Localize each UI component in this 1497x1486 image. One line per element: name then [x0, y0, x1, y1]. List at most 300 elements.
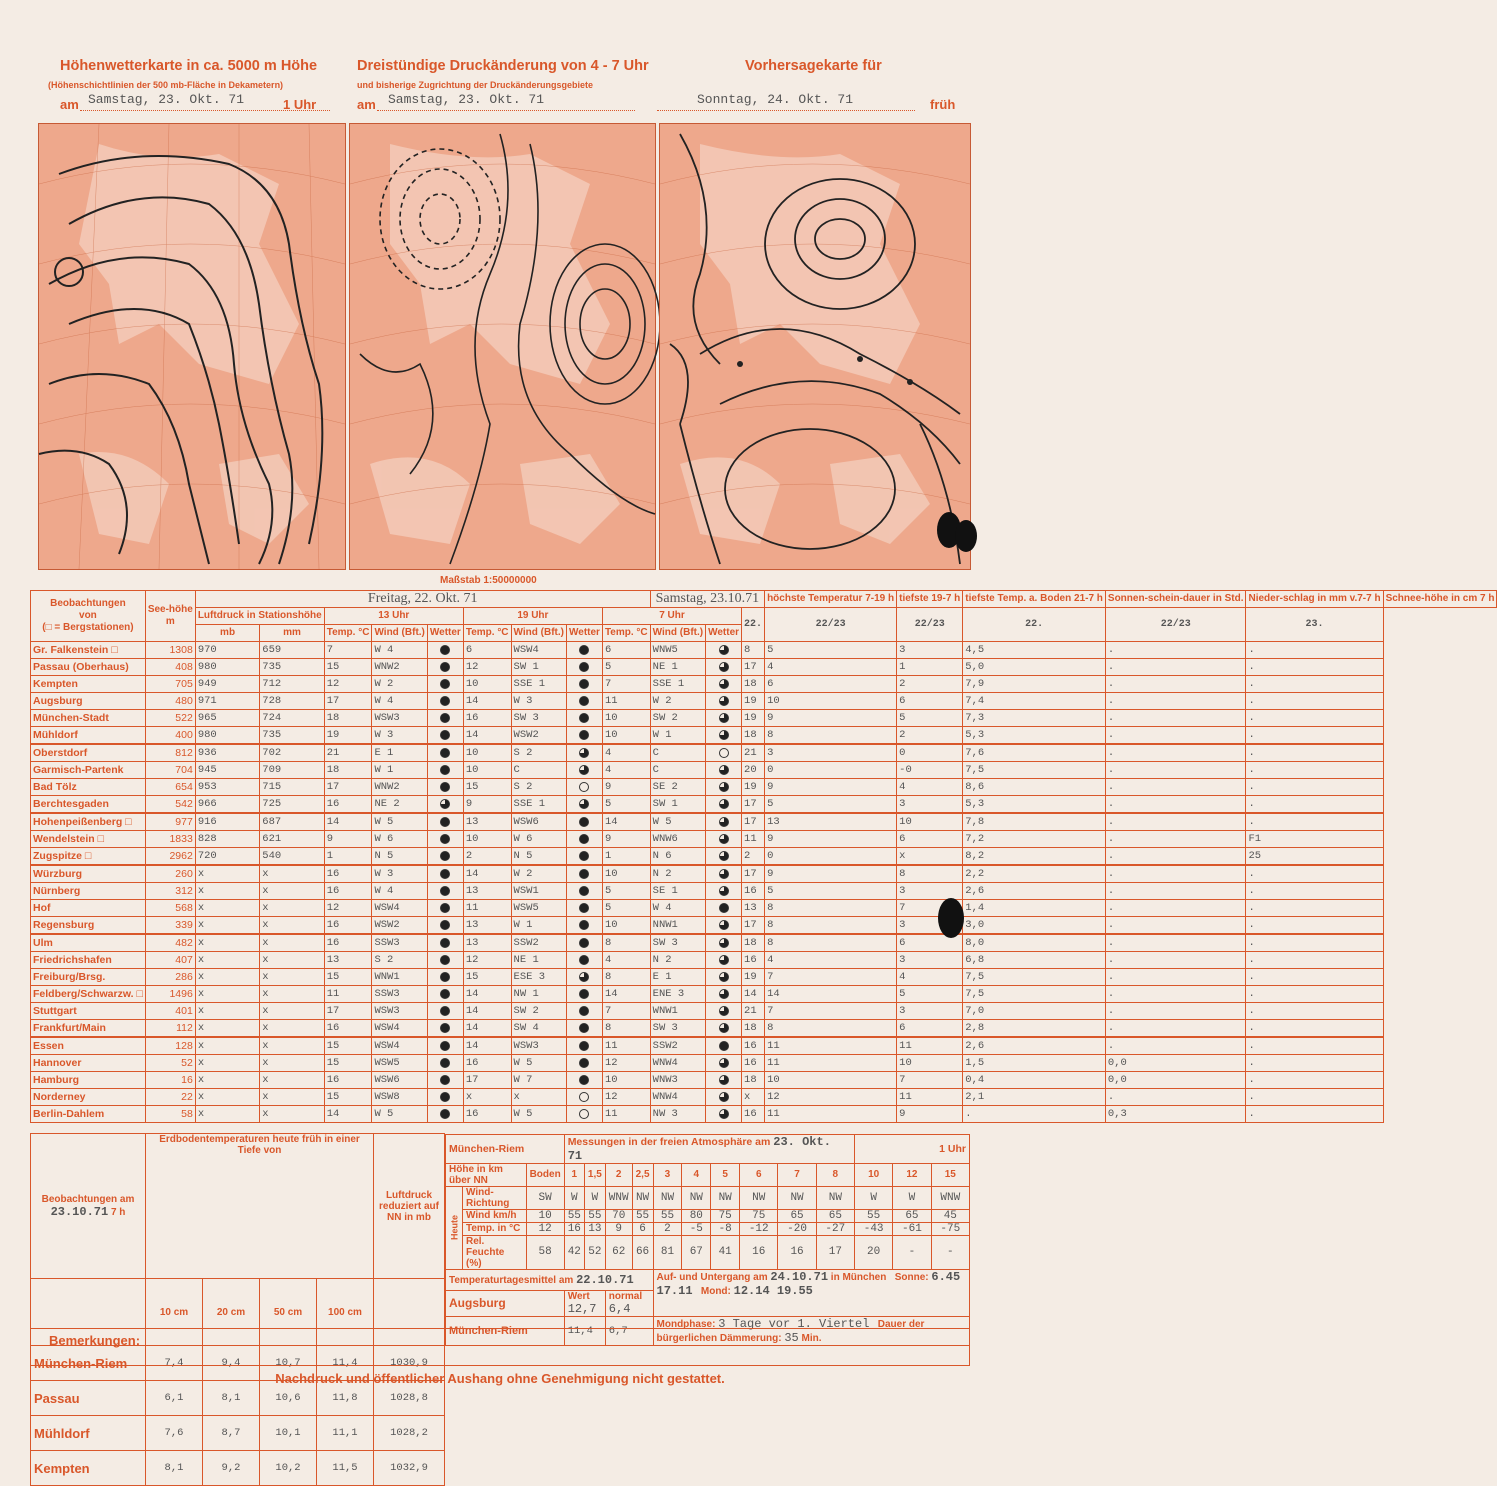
station-height: 58: [145, 1106, 195, 1123]
weather-7: [706, 744, 742, 762]
wind-13: WNW2: [372, 659, 427, 676]
ground-temp: 2: [897, 676, 963, 693]
station-height: 977: [145, 813, 195, 831]
weather-symbol-icon: [440, 817, 450, 827]
height-km: 2,5: [632, 1163, 653, 1186]
snow: .: [1246, 813, 1383, 831]
soil-row: [31, 1416, 971, 1451]
sunshine: 7,4: [963, 693, 1106, 710]
min-temp: 10: [765, 693, 897, 710]
wind-19: W 3: [511, 693, 566, 710]
weather-symbol-icon: [440, 1092, 450, 1102]
temperature-row: [446, 1222, 970, 1235]
wind-7: NNW1: [650, 917, 705, 935]
obs-day1-header: Freitag, 22. Okt. 71: [195, 591, 650, 608]
wetter2-header: Wetter: [567, 625, 603, 642]
temp-value: -12: [740, 1222, 778, 1235]
soil-temp: 10,6: [260, 1381, 317, 1416]
riem-wert: 11,4: [564, 1316, 605, 1345]
temp-13: 16: [324, 1020, 372, 1038]
station-name: Hannover: [31, 1055, 146, 1072]
station-height: 401: [145, 1003, 195, 1020]
precip: .: [1105, 1020, 1246, 1038]
weather-19: [567, 710, 603, 727]
station-height: 704: [145, 762, 195, 779]
pressure-mm: x: [260, 1020, 324, 1038]
pressure-mm: x: [260, 934, 324, 952]
weather-symbol-icon: [719, 645, 729, 655]
temp-value: 16: [564, 1222, 584, 1235]
pressure-mb: x: [195, 952, 259, 969]
wind-13: SSW3: [372, 986, 427, 1003]
snow: .: [1246, 917, 1383, 935]
temp-value: -27: [816, 1222, 854, 1235]
ground-temp: -0: [897, 762, 963, 779]
soil-temp: 11,8: [317, 1381, 374, 1416]
max-temp: 20: [742, 762, 765, 779]
min-temp: 5: [765, 642, 897, 659]
pressure-mb: x: [195, 1003, 259, 1020]
temp-13: 16: [324, 1072, 372, 1089]
max-temp: 21: [742, 744, 765, 762]
ground-temp: 3: [897, 952, 963, 969]
min-temp: 4: [765, 952, 897, 969]
pressure-mb: x: [195, 934, 259, 952]
ground-temp: 0: [897, 744, 963, 762]
station-row: [31, 1072, 1497, 1089]
weather-symbol-icon: [719, 730, 729, 740]
snow: .: [1246, 883, 1383, 900]
sunshine: 7,5: [963, 762, 1106, 779]
weather-7: [706, 1020, 742, 1038]
wind-dir-value: NW: [653, 1186, 682, 1209]
wind-7: W 2: [650, 693, 705, 710]
weather-symbol-icon: [719, 696, 729, 706]
weather-7: [706, 762, 742, 779]
observation-table: [30, 590, 1497, 1123]
humidity-row: [446, 1235, 970, 1269]
min-temp: 9: [765, 710, 897, 727]
obs-schnee-header: Schnee-höhe in cm 7 h: [1383, 591, 1497, 608]
station-row: [31, 917, 1497, 935]
pressure-mb: 971: [195, 693, 259, 710]
wind-19: NW 1: [511, 986, 566, 1003]
weather-symbol-icon: [719, 920, 729, 930]
temp-13: 16: [324, 934, 372, 952]
temp-19: 14: [463, 865, 511, 883]
min-temp: 11: [765, 1106, 897, 1123]
humidity-value: 66: [632, 1235, 653, 1269]
precip: .: [1105, 831, 1246, 848]
weather-13: [427, 969, 463, 986]
max-temp: 14: [742, 986, 765, 1003]
max-temp: 18: [742, 934, 765, 952]
height-km: Boden: [526, 1163, 564, 1186]
temp-19: 16: [463, 1055, 511, 1072]
wind-7: WNW4: [650, 1089, 705, 1106]
min-date: 22/23: [765, 608, 897, 642]
temp-13: 21: [324, 744, 372, 762]
temp-13: 17: [324, 779, 372, 796]
sonne-date: 22.: [963, 608, 1106, 642]
wind-13: W 5: [372, 813, 427, 831]
temp-value: 13: [584, 1222, 605, 1235]
weather-symbol-icon: [440, 645, 450, 655]
weather-symbol-icon: [440, 972, 450, 982]
wind-dir-label: Wind-Richtung: [463, 1186, 527, 1209]
min-temp: 0: [765, 848, 897, 866]
station-row: [31, 848, 1497, 866]
station-row: [31, 813, 1497, 831]
weather-13: [427, 813, 463, 831]
humidity-value: 81: [653, 1235, 682, 1269]
ground-temp: 3: [897, 1003, 963, 1020]
weather-13: [427, 693, 463, 710]
weather-19: [567, 934, 603, 952]
precip: .: [1105, 676, 1246, 693]
weather-13: [427, 952, 463, 969]
max-temp: 8: [742, 642, 765, 659]
weather-symbol-icon: [579, 748, 589, 758]
temp-13: 15: [324, 1037, 372, 1055]
forecast-isobars: [660, 124, 970, 569]
temp-7: 5: [602, 900, 650, 917]
station-name: Augsburg: [31, 693, 146, 710]
weather-13: [427, 642, 463, 659]
temp-19: 16: [463, 710, 511, 727]
ground-temp: 6: [897, 831, 963, 848]
wind-13: W 4: [372, 642, 427, 659]
max-temp: 13: [742, 900, 765, 917]
wind-13: W 5: [372, 1106, 427, 1123]
station-height: 407: [145, 952, 195, 969]
temp-19: 10: [463, 744, 511, 762]
weather-7: [706, 779, 742, 796]
wind-speed-value: 45: [931, 1209, 969, 1222]
temp-13: 14: [324, 813, 372, 831]
mm-header: mm: [260, 625, 324, 642]
pressure-mb: 945: [195, 762, 259, 779]
min-temp: 3: [765, 744, 897, 762]
station-height: 16: [145, 1072, 195, 1089]
station-height: 705: [145, 676, 195, 693]
temp-13: 17: [324, 693, 372, 710]
pressure-mm: x: [260, 986, 324, 1003]
station-row: [31, 883, 1497, 900]
min-temp: 5: [765, 883, 897, 900]
temp-7: 5: [602, 796, 650, 814]
soil-temp: 9,4: [203, 1346, 260, 1381]
temp-13: 12: [324, 676, 372, 693]
weather-symbol-icon: [579, 1006, 589, 1016]
ground-temp: 3: [897, 796, 963, 814]
map2-title: Dreistündige Druckänderung von 4 - 7 Uhr: [357, 58, 649, 74]
temp-13: 16: [324, 883, 372, 900]
weather-13: [427, 1072, 463, 1089]
temp-7: 4: [602, 744, 650, 762]
ground-temp: 4: [897, 779, 963, 796]
pressure-mb: x: [195, 1106, 259, 1123]
weather-symbol-icon: [719, 886, 729, 896]
pressure-mb: 965: [195, 710, 259, 727]
precip: .: [1105, 1003, 1246, 1020]
station-name: Hof: [31, 900, 146, 917]
temp-value: 2: [653, 1222, 682, 1235]
tagesmittel-label: Temperaturtagesmittel am 22.10.71: [446, 1269, 654, 1290]
humidity-value: -: [893, 1235, 931, 1269]
temp-7: 12: [602, 1089, 650, 1106]
weather-symbol-icon: [579, 851, 589, 861]
precip: .: [1105, 1089, 1246, 1106]
wind-dir-value: NW: [711, 1186, 740, 1209]
wetter3-header: Wetter: [706, 625, 742, 642]
ground-temp: 5: [897, 710, 963, 727]
temp-19: 14: [463, 1037, 511, 1055]
pressure-mb: 966: [195, 796, 259, 814]
soil-station: Mühldorf: [31, 1416, 146, 1451]
wind-7: W 1: [650, 727, 705, 745]
weather-7: [706, 917, 742, 935]
min-temp: 8: [765, 1020, 897, 1038]
remarks-label: Bemerkungen:: [49, 1333, 141, 1348]
temp-13: 19: [324, 727, 372, 745]
weather-7: [706, 659, 742, 676]
atmosphere-panel: [445, 1134, 971, 1346]
sunshine: 6,8: [963, 952, 1106, 969]
pressure-mb: 953: [195, 779, 259, 796]
min-temp: 8: [765, 934, 897, 952]
weather-symbol-icon: [579, 938, 589, 948]
sunshine: 1,5: [963, 1055, 1106, 1072]
weather-symbol-icon: [440, 938, 450, 948]
weather-7: [706, 952, 742, 969]
weather-symbol-icon: [440, 1041, 450, 1051]
weather-symbol-icon: [579, 782, 589, 792]
min-temp: 14: [765, 986, 897, 1003]
weather-7: [706, 969, 742, 986]
wind-13: W 6: [372, 831, 427, 848]
station-name: Essen: [31, 1037, 146, 1055]
wind-speed-label: Wind km/h: [463, 1209, 527, 1222]
weather-symbol-icon: [579, 730, 589, 740]
station-row: [31, 796, 1497, 814]
sunshine: 2,8: [963, 1020, 1106, 1038]
weather-19: [567, 969, 603, 986]
precip: .: [1105, 642, 1246, 659]
precip: .: [1105, 917, 1246, 935]
temp-19: 16: [463, 1106, 511, 1123]
punch-hole-middle: [938, 898, 964, 938]
weather-13: [427, 917, 463, 935]
weather-symbol-icon: [440, 1058, 450, 1068]
sunshine: 8,0: [963, 934, 1106, 952]
temp-13: 11: [324, 986, 372, 1003]
soil-temp: 10,1: [260, 1416, 317, 1451]
wind-dir-value: SW: [526, 1186, 564, 1209]
soil-temp: 7,4: [146, 1346, 203, 1381]
humidity-value: 17: [816, 1235, 854, 1269]
station-row: [31, 779, 1497, 796]
pressure-mm: 724: [260, 710, 324, 727]
station-name: Würzburg: [31, 865, 146, 883]
weather-symbol-icon: [719, 1041, 729, 1051]
wind1-header: Wind (Bft.): [372, 625, 427, 642]
station-name: Ulm: [31, 934, 146, 952]
weather-symbol-icon: [719, 799, 729, 809]
min-temp: 11: [765, 1055, 897, 1072]
wind-19: W 5: [511, 1055, 566, 1072]
station-name: München-Stadt: [31, 710, 146, 727]
weather-symbol-icon: [719, 851, 729, 861]
wind-dir-value: W: [854, 1186, 892, 1209]
weather-19: [567, 744, 603, 762]
wind-13: W 1: [372, 762, 427, 779]
sunshine: 2,2: [963, 865, 1106, 883]
weather-13: [427, 1020, 463, 1038]
snow: .: [1246, 934, 1383, 952]
temp-7: 10: [602, 727, 650, 745]
station-row: [31, 831, 1497, 848]
ground-temp: 11: [897, 1037, 963, 1055]
weather-13: [427, 934, 463, 952]
weather-13: [427, 796, 463, 814]
min-temp: 11: [765, 1037, 897, 1055]
weather-13: [427, 865, 463, 883]
ground-temp: 3: [897, 883, 963, 900]
wind-19: W 5: [511, 1106, 566, 1123]
station-name: Berchtesgaden: [31, 796, 146, 814]
temp-19: 14: [463, 1020, 511, 1038]
temp-13: 18: [324, 710, 372, 727]
temp-7: 14: [602, 986, 650, 1003]
bottom-table: [30, 1133, 970, 1486]
temp-13: 16: [324, 865, 372, 883]
nn-pressure-header: Luftdruck reduziert auf NN in mb: [374, 1134, 445, 1279]
weather-7: [706, 796, 742, 814]
hoehe-label: Höhe in km über NN: [446, 1163, 527, 1186]
wind-13: WSW4: [372, 900, 427, 917]
snow: .: [1246, 1003, 1383, 1020]
obs-boden-header: tiefste Temp. a. Boden 21-7 h: [963, 591, 1106, 608]
temp-label: Temp. in °C: [463, 1222, 527, 1235]
weather-symbol-icon: [440, 730, 450, 740]
soil-temp: 7,6: [146, 1416, 203, 1451]
precip: .: [1105, 952, 1246, 969]
weather-7: [706, 883, 742, 900]
station-height: 812: [145, 744, 195, 762]
humidity-value: 42: [564, 1235, 584, 1269]
pressure-mb: 916: [195, 813, 259, 831]
soil-temp: 10,7: [260, 1346, 317, 1381]
humidity-value: 67: [682, 1235, 711, 1269]
pressure-mb: x: [195, 917, 259, 935]
weather-symbol-icon: [719, 938, 729, 948]
weather-symbol-icon: [440, 1109, 450, 1119]
station-row: [31, 1003, 1497, 1020]
weather-symbol-icon: [579, 1023, 589, 1033]
min-temp: 5: [765, 796, 897, 814]
station-height: 1496: [145, 986, 195, 1003]
weather-19: [567, 642, 603, 659]
temp-7: 8: [602, 934, 650, 952]
weather-19: [567, 952, 603, 969]
weather-symbol-icon: [579, 713, 589, 723]
snow: .: [1246, 1072, 1383, 1089]
pressure-change-map: [349, 123, 656, 570]
pressure-mm: x: [260, 952, 324, 969]
weather-19: [567, 1020, 603, 1038]
weather-symbol-icon: [719, 989, 729, 999]
pressure-mm: x: [260, 1106, 324, 1123]
weather-19: [567, 831, 603, 848]
nn-pressure: 1030,9: [374, 1346, 445, 1381]
station-height: 522: [145, 710, 195, 727]
station-row: [31, 727, 1497, 745]
ground-temp: 9: [897, 1106, 963, 1123]
precip: 0,0: [1105, 1055, 1246, 1072]
temp-7: 9: [602, 831, 650, 848]
wind-7: SW 1: [650, 796, 705, 814]
weather-symbol-icon: [440, 782, 450, 792]
height-km: 1: [564, 1163, 584, 1186]
station-row: [31, 762, 1497, 779]
h7-header: 7 Uhr: [602, 608, 741, 625]
temp-19: 13: [463, 883, 511, 900]
wind-13: WSW3: [372, 710, 427, 727]
temp-7: 10: [602, 710, 650, 727]
pressure-mm: 725: [260, 796, 324, 814]
snow: .: [1246, 779, 1383, 796]
precip: .: [1105, 865, 1246, 883]
min-temp: 4: [765, 659, 897, 676]
wind-19: WSW3: [511, 1037, 566, 1055]
wind-speed-value: 55: [632, 1209, 653, 1222]
nn-pressure: 1032,9: [374, 1451, 445, 1486]
pressure-mb: 980: [195, 659, 259, 676]
temp-19: 12: [463, 659, 511, 676]
weather-7: [706, 848, 742, 866]
station-row: [31, 744, 1497, 762]
temp-value: 12: [526, 1222, 564, 1235]
station-height: 286: [145, 969, 195, 986]
wind-dir-value: W: [893, 1186, 931, 1209]
max-temp: 18: [742, 1020, 765, 1038]
weather-19: [567, 676, 603, 693]
weather-symbol-icon: [579, 972, 589, 982]
weather-7: [706, 710, 742, 727]
wind-7: WNW3: [650, 1072, 705, 1089]
precip: .: [1105, 848, 1246, 866]
pressure-mm: 735: [260, 727, 324, 745]
weather-19: [567, 1003, 603, 1020]
weather-13: [427, 659, 463, 676]
temp-19: 14: [463, 693, 511, 710]
sunshine: 2,6: [963, 883, 1106, 900]
wind-19: SW 3: [511, 710, 566, 727]
temp-19: 14: [463, 986, 511, 1003]
temp-13: 15: [324, 1055, 372, 1072]
weather-7: [706, 1089, 742, 1106]
snow: .: [1246, 727, 1383, 745]
temp-value: -8: [711, 1222, 740, 1235]
sunshine: 7,5: [963, 986, 1106, 1003]
weather-symbol-icon: [719, 662, 729, 672]
weather-7: [706, 813, 742, 831]
weather-19: [567, 883, 603, 900]
station-name: Stuttgart: [31, 1003, 146, 1020]
weather-13: [427, 986, 463, 1003]
max-temp: 17: [742, 813, 765, 831]
